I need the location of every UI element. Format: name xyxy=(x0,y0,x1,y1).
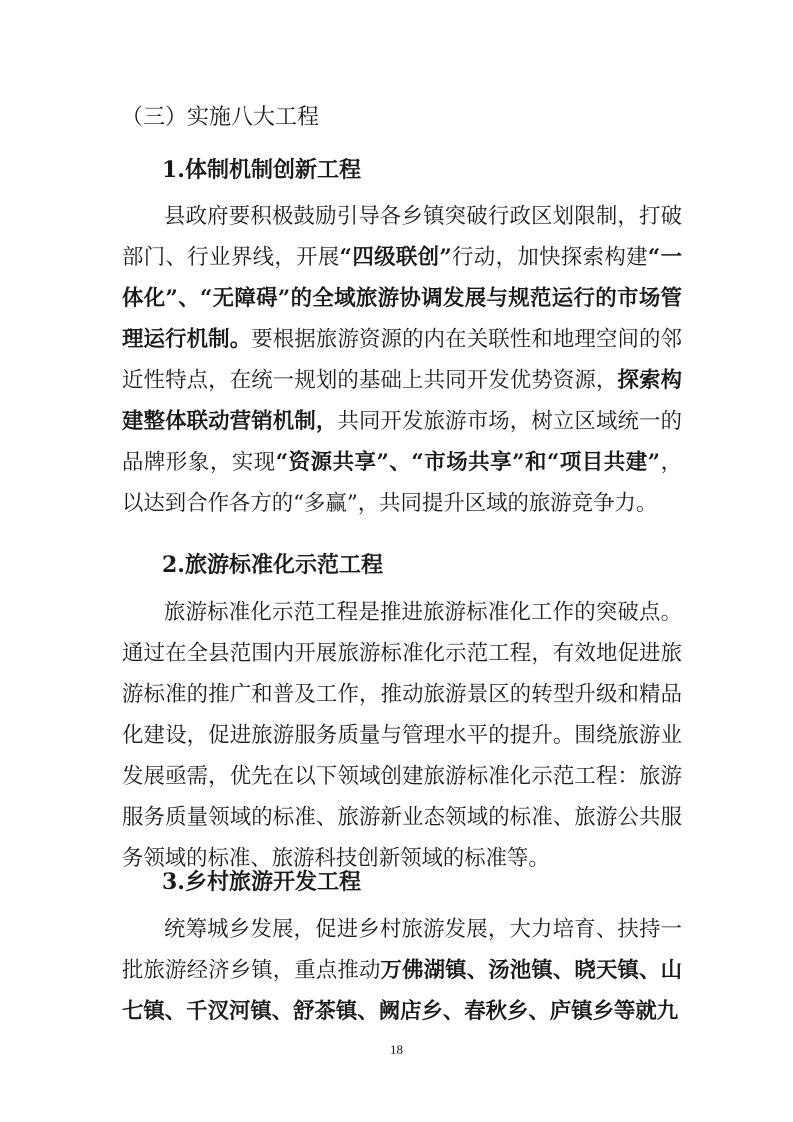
text-run: 要根据旅游资源的内在关联性和地理空间的邻近性特点，在统一规划的基础上共同开发优势资源， xyxy=(122,327,682,393)
subheading-2: 2.旅游标准化示范工程 xyxy=(162,552,383,578)
bold-text-run: “资源共享”、“市场共享”和“项目共建” xyxy=(275,450,660,475)
text-run: 旅游标准化示范工程是推进旅游标准化工作的突破点。通过在全县范围内开展旅游标准化示范工程，有效地促进旅游标准的推广和普及工作，推动旅游景区的转型升级和精品化建设，促进旅游服务质量与管理水平的提升。围绕旅游业发展亟需，优先在以下领域创建旅游标准化示范工程：旅游服务质量领域的标准、旅游新业态领域的标准、旅游公共服务领域的标准、旅游科技创新领域的标准等。 xyxy=(122,600,682,871)
paragraph-1 xyxy=(122,196,682,524)
page-number: 18 xyxy=(390,1042,403,1057)
text-run: ，以达到合作各方的“多赢”，共同提升区域的旅游竞争力。 xyxy=(122,450,682,516)
text-run: 县政府要积极鼓励引导各乡镇突破行政区划限制，打破部门、行业界线，开展 xyxy=(122,204,682,270)
paragraph-3 xyxy=(122,909,682,1032)
paragraph-2 xyxy=(122,592,682,879)
text-run: 共同开发旅游市场，树立区域统一的品牌形象，实现 xyxy=(122,409,682,475)
text-run: 行动，加快探索构建 xyxy=(451,245,648,270)
subheading-3: 3.乡村旅游开发工程 xyxy=(162,869,361,895)
bold-text-run: 探索构建整体联动营销机制， xyxy=(122,368,682,434)
bold-text-run: “一体化”、“无障碍”的全域旅游协调发展与规范运行的市场管理运行机制。 xyxy=(122,245,682,352)
bold-text-run: 万佛湖镇、汤池镇、晓天镇、山七镇、千汊河镇、舒茶镇、阙店乡、春秋乡、庐镇乡等就九 xyxy=(122,958,682,1024)
section-title: （三）实施八大工程 xyxy=(121,105,320,130)
text-run: 统筹城乡发展，促进乡村旅游发展，大力培育、扶持一批旅游经济乡镇，重点推动 xyxy=(122,917,682,983)
bold-text-run: “四级联创” xyxy=(339,245,452,270)
subheading-1: 1.体制机制创新工程 xyxy=(162,157,361,183)
